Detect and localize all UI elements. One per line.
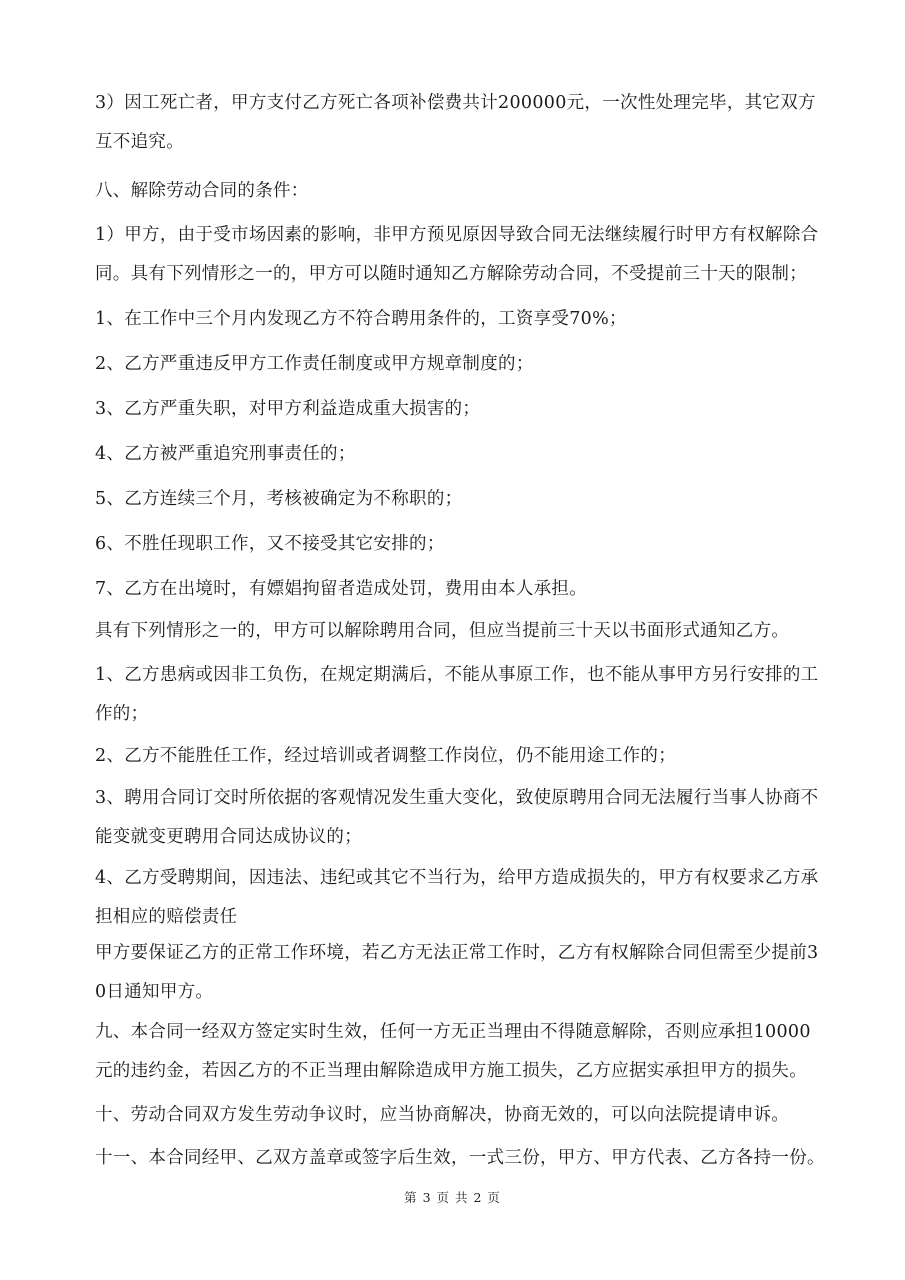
notice-item-1: 1、乙方患病或因非工负伤，在规定期满后，不能从事原工作，也不能从事甲方另行安排的工作的； [95, 665, 819, 724]
paragraph-work-environment: 甲方要保证乙方的正常工作环境，若乙方无法正常工作时，乙方有权解除合同但需至少提前30日通知甲方。 [95, 943, 819, 1002]
notice-item-2: 2、乙方不能胜任工作，经过培训或者调整工作岗位，仍不能用途工作的； [95, 746, 677, 766]
notice-item-3: 3、聘用合同订交时所依据的客观情况发生重大变化，致使原聘用合同无法履行当事人协商不能变就变更聘用合同达成协议的； [95, 788, 819, 847]
section-heading-8: 八、解除劳动合同的条件： [95, 181, 309, 201]
paragraph-death-compensation: 3）因工死亡者，甲方支付乙方死亡各项补偿费共计200000元，一次性处理完毕，其它双方互不追究。 [95, 93, 816, 152]
list-item-2: 2、乙方严重违反甲方工作责任制度或甲方规章制度的； [95, 354, 534, 374]
list-item-7: 7、乙方在出境时，有嫖娼拘留者造成处罚，费用由本人承担。 [95, 579, 588, 599]
section-10: 十、劳动合同双方发生劳动争议时，应当协商解决，协商无效的，可以向法院提请申诉。 [95, 1105, 790, 1125]
paragraph-notice-conditions: 具有下列情形之一的，甲方可以解除聘用合同，但应当提前三十天以书面形式通知乙方。 [95, 621, 790, 641]
paragraph-termination-market: 1）甲方，由于受市场因素的影响，非甲方预见原因导致合同无法继续履行时甲方有权解除合同。具有下列情形之一的，甲方可以随时通知乙方解除劳动合同，不受提前三十天的限制； [95, 225, 819, 284]
list-item-1: 1、在工作中三个月内发现乙方不符合聘用条件的，工资享受70%； [95, 309, 627, 329]
section-9: 九、本合同一经双方签定实时生效，任何一方无正当理由不得随意解除，否则应承担10000元的违约金，若因乙方的不正当理由解除造成甲方施工损失，乙方应据实承担甲方的损失。 [95, 1022, 811, 1081]
section-11: 十一、本合同经甲、乙双方盖章或签字后生效，一式三份，甲方、甲方代表、乙方各持一份。 [95, 1148, 825, 1168]
list-item-4: 4、乙方被严重追究刑事责任的； [95, 444, 356, 464]
list-item-3: 3、乙方严重失职，对甲方利益造成重大损害的； [95, 399, 481, 419]
page-number-footer: 第 3 页 共 2 页 [404, 1190, 501, 1205]
notice-item-4: 4、乙方受聘期间，因违法、违纪或其它不当行为，给甲方造成损失的，甲方有权要求乙方承担相应的赔偿责任 [95, 868, 819, 927]
list-item-5: 5、乙方连续三个月，考核被确定为不称职的； [95, 489, 463, 509]
list-item-6: 6、不胜任现职工作，又不接受其它安排的； [95, 534, 445, 554]
